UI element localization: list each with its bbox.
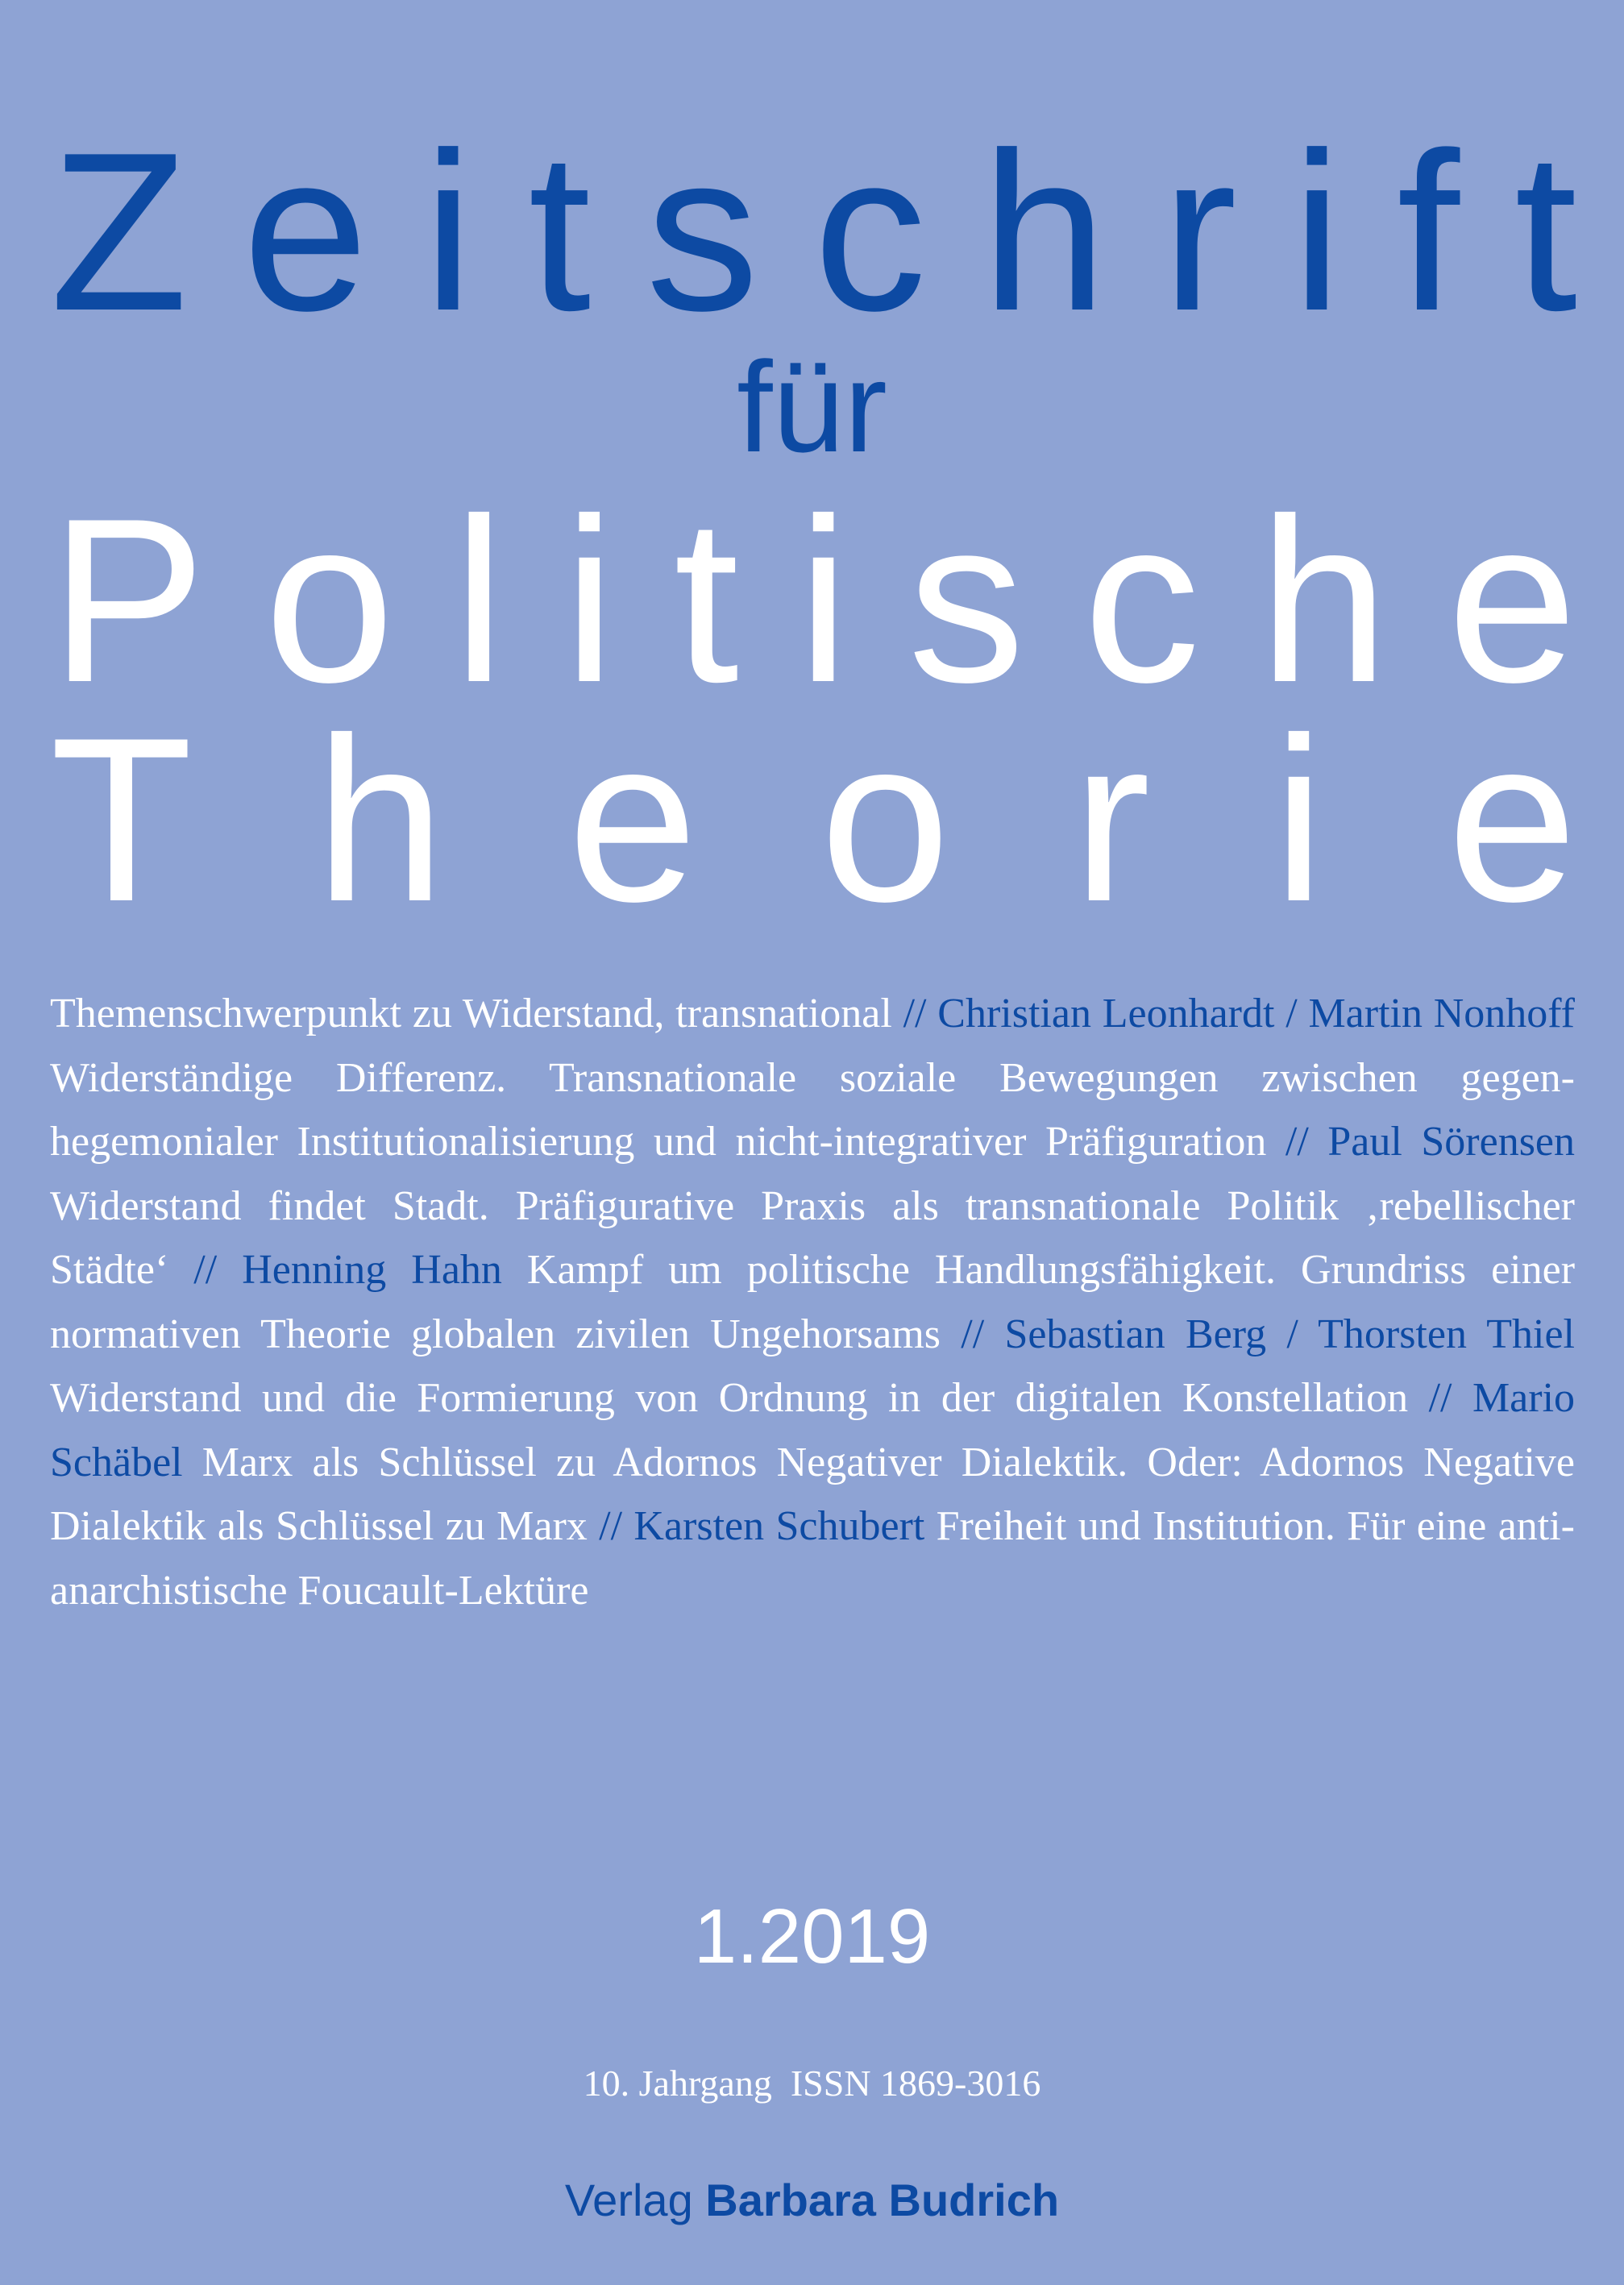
- title-letter: e: [243, 106, 368, 358]
- title-letter: f: [1397, 106, 1460, 358]
- title-letter: e: [567, 689, 698, 950]
- toc-author: Christian Leonhardt / Martin Nonhoff: [937, 991, 1576, 1037]
- toc-separator: //: [903, 991, 927, 1037]
- title-letter: c: [813, 106, 927, 358]
- title-line-3: [50, 470, 1577, 731]
- title-letter: l: [453, 470, 505, 731]
- publisher-name: Barbara Budrich: [705, 2175, 1060, 2225]
- toc-author: Henning Hahn: [242, 1247, 502, 1293]
- title-letter: i: [563, 470, 616, 731]
- toc-separator: //: [961, 1311, 985, 1357]
- toc-author: Sebastian Berg / Thorsten Thiel: [1004, 1311, 1576, 1357]
- toc-separator: //: [1285, 1119, 1309, 1165]
- title-letter: i: [797, 470, 849, 731]
- issue-number: 1.2019: [693, 1893, 931, 1980]
- title-letter: t: [528, 106, 592, 358]
- title-letter: h: [1258, 470, 1389, 731]
- title-letter: t: [674, 470, 739, 731]
- title-line-4: [50, 689, 1577, 950]
- title-letter: e: [1447, 689, 1577, 950]
- title-letter: s: [646, 106, 759, 358]
- title-letter: i: [1273, 689, 1325, 950]
- toc-article-title: Marx als Schlüssel zu Adornos Negativer Dialektik. Oder: Adornos Negative Dialektik als Schlüssel zu Marx: [50, 1439, 1575, 1549]
- title-letter: Z: [50, 106, 189, 358]
- title-letter: T: [50, 689, 193, 950]
- toc-author: Paul Sörensen: [1327, 1119, 1576, 1165]
- toc-intro: Themenschwerpunkt zu Widerstand, transnational: [50, 991, 892, 1037]
- title-letter: e: [1447, 470, 1577, 731]
- title-letter: h: [315, 689, 446, 950]
- title-letter: h: [981, 106, 1107, 358]
- publisher-prefix: Verlag: [564, 2175, 693, 2225]
- table-of-contents: [50, 982, 1575, 1622]
- toc-article-title: Widerständige Differenz. Transnationale soziale Bewegungen zwischen gegenhegemonialer Institutionalisierung und nicht-integrativer Präfiguration: [50, 1054, 1575, 1165]
- toc-article-title: Widerstand findet Stadt. Präfigurative Praxis als transnationale Politik ‚rebellischer Städte‘: [50, 1182, 1575, 1293]
- title-letter: r: [1072, 689, 1151, 950]
- toc-separator: //: [193, 1247, 218, 1293]
- title-line-1: [50, 106, 1577, 358]
- title-letter: s: [908, 470, 1025, 731]
- toc-author: Mario Schäbel: [50, 1375, 1576, 1485]
- title-letter: t: [1514, 106, 1577, 358]
- toc-article-title: Kampf um politische Handlungsfähigkeit. Grundriss einer normativen Theorie globalen zivilen Ungehorsams: [50, 1247, 1576, 1357]
- title-letter: i: [1291, 106, 1343, 358]
- volume-issn: 10. Jahrgang ISSN 1869-3016: [583, 2063, 1041, 2104]
- title-letter: o: [820, 689, 950, 950]
- toc-author: Karsten Schubert: [633, 1503, 925, 1549]
- title-letter: P: [50, 470, 206, 731]
- toc-separator: //: [599, 1503, 623, 1549]
- title-letter: i: [423, 106, 474, 358]
- publisher: [0, 2175, 1624, 2225]
- title-letter: c: [1083, 470, 1201, 731]
- toc-article-title: Freiheit und Institution. Für eine anti-anarchistische Foucault-Lektüre: [50, 1503, 1576, 1614]
- title-line-2: für: [737, 334, 887, 479]
- title-letter: r: [1161, 106, 1237, 358]
- title-letter: o: [264, 470, 395, 731]
- toc-article-title: Widerstand und die Formierung von Ordnung in der digitalen Konstellation: [50, 1375, 1409, 1421]
- toc-separator: //: [1428, 1375, 1452, 1421]
